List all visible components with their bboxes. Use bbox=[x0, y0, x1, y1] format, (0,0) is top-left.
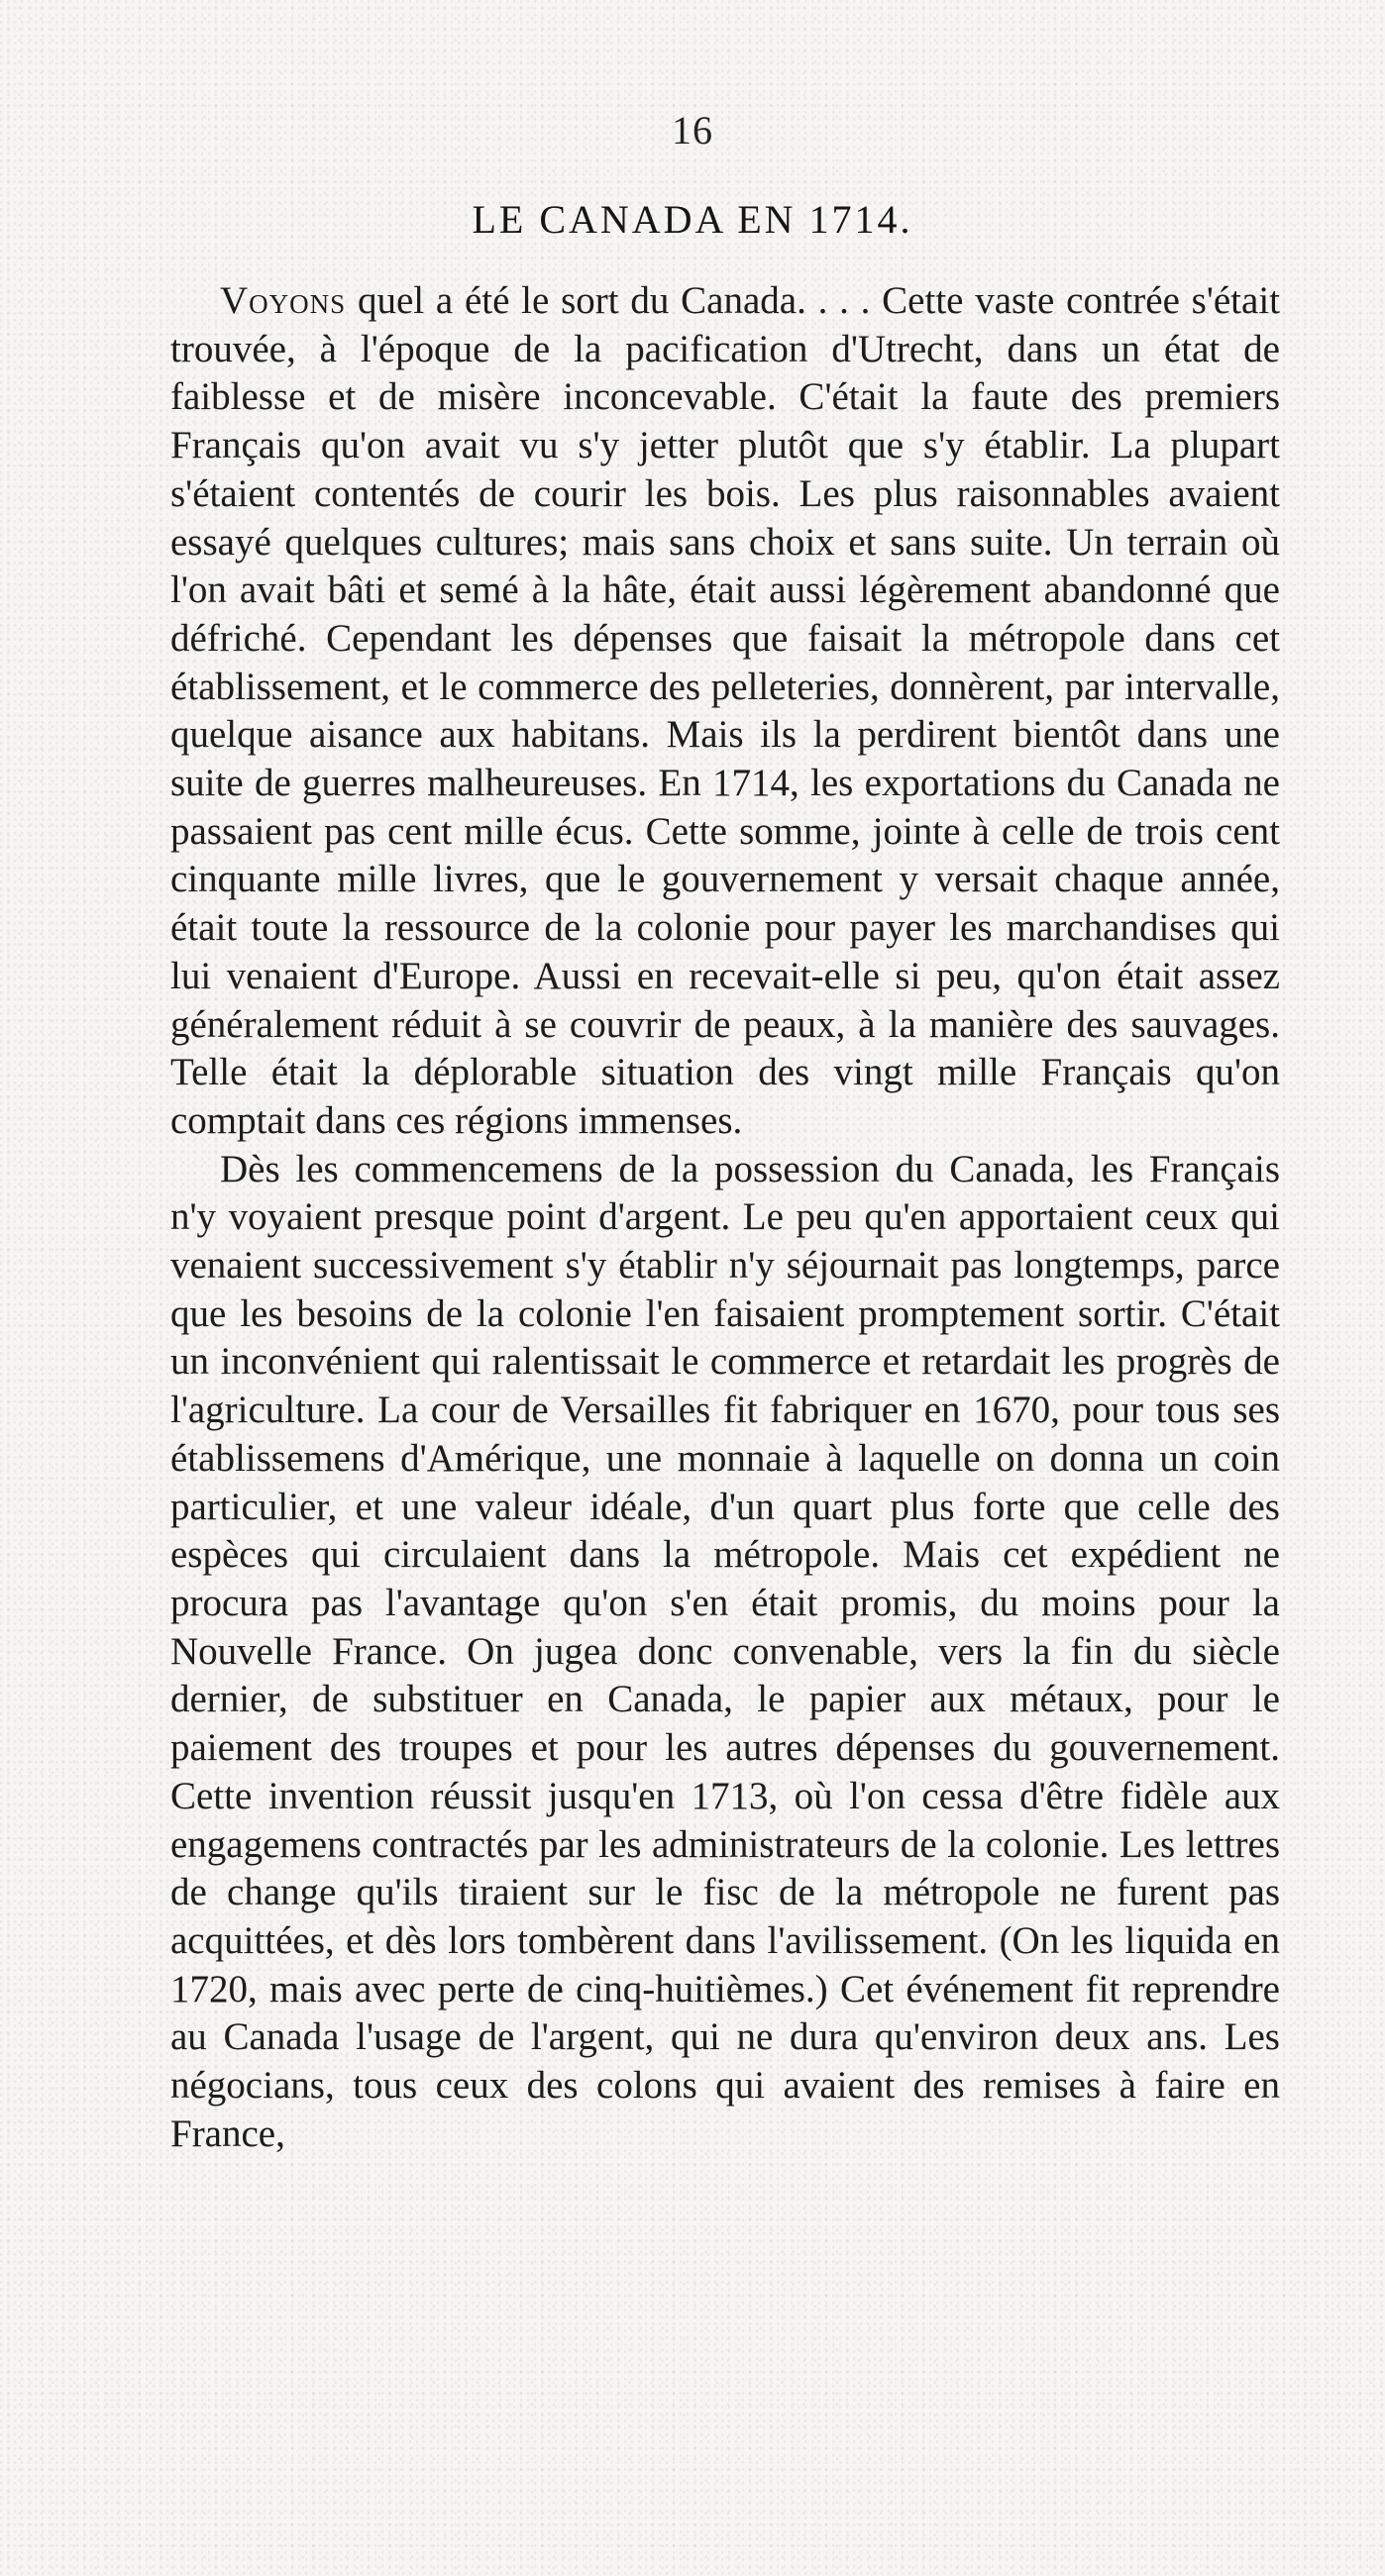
paragraph-1 bbox=[170, 277, 1280, 1146]
paragraph-1-lead: Voyons bbox=[220, 279, 347, 322]
section-title: LE CANADA EN 1714. bbox=[472, 197, 913, 242]
page-number: 16 bbox=[672, 108, 713, 153]
paragraph-1-text: quel a été le sort du Canada. . . . Cette vaste contrée s'était trouvée, à l'époque de la pacification d'Utrecht, dans un état de faiblesse et de misère inconcevable. C'était la faute des premiers Français qu'on avait vu s'y jetter plutôt que s'y établir. La plupart s'étaient contentés de courir les bois. Les plus raisonnables avaient essayé quelques cultures; mais sans choix et sans suite. Un terrain où l'on avait bâti et semé à la hâte, était aussi légèrement abandonné que défriché. Cependant les dépenses que faisait la métropole dans cet établissement, et le commerce des pelleteries, donnèrent, par intervalle, quelque aisance aux habitans. Mais ils la perdirent bientôt dans une suite de guerres malheureuses. En 1714, les exportations du Canada ne passaient pas cent mille écus. Cette somme, jointe à celle de trois cent cinquante mille livres, que le gouvernement y versait chaque année, était toute la ressource de la colonie pour payer les marchandises qui lui venaient d'Europe. Aussi en recevait-elle si peu, qu'on était assez généralement réduit à se couvrir de peaux, à la manière des sauvages. Telle était la déplorable situation des vingt mille Français qu'on comptait dans ces régions immenses. bbox=[170, 279, 1280, 1142]
paragraph-2-text: Dès les commencemens de la possession du Canada, les Français n'y voyaient presque point d'argent. Le peu qu'en apportaient ceux qui venaient successivement s'y établir n'y séjournait pas longtemps, parce que les besoins de la colonie l'en faisaient promptement sortir. C'était un inconvénient qui ralentissait le commerce et retardait les progrès de l'agriculture. La cour de Versailles fit fabriquer en 1670, pour tous ses établissemens d'Amérique, une monnaie à laquelle on donna un coin particulier, et une valeur idéale, d'un quart plus forte que celle des espèces qui circulaient dans la métropole. Mais cet expédient ne procura pas l'avantage qu'on s'en était promis, du moins pour la Nouvelle France. On jugea donc convenable, vers la fin du siècle dernier, de substituer en Canada, le papier aux métaux, pour le paiement des troupes et pour les autres dépenses du gouvernement. Cette invention réussit jusqu'en 1713, où l'on cessa d'être fidèle aux engagemens contractés par les administrateurs de la colonie. Les lettres de change qu'ils tiraient sur le fisc de la métropole ne furent pas acquittées, et dès lors tombèrent dans l'avilissement. (On les liquida en 1720, mais avec perte de cinq-huitièmes.) Cet événement fit reprendre au Canada l'usage de l'argent, qui ne dura qu'environ deux ans. Les négocians, tous ceux des colons qui avaient des remises à faire en France, bbox=[170, 1147, 1280, 2155]
paragraph-2 bbox=[170, 1146, 1280, 2159]
body-text bbox=[170, 277, 1280, 2158]
